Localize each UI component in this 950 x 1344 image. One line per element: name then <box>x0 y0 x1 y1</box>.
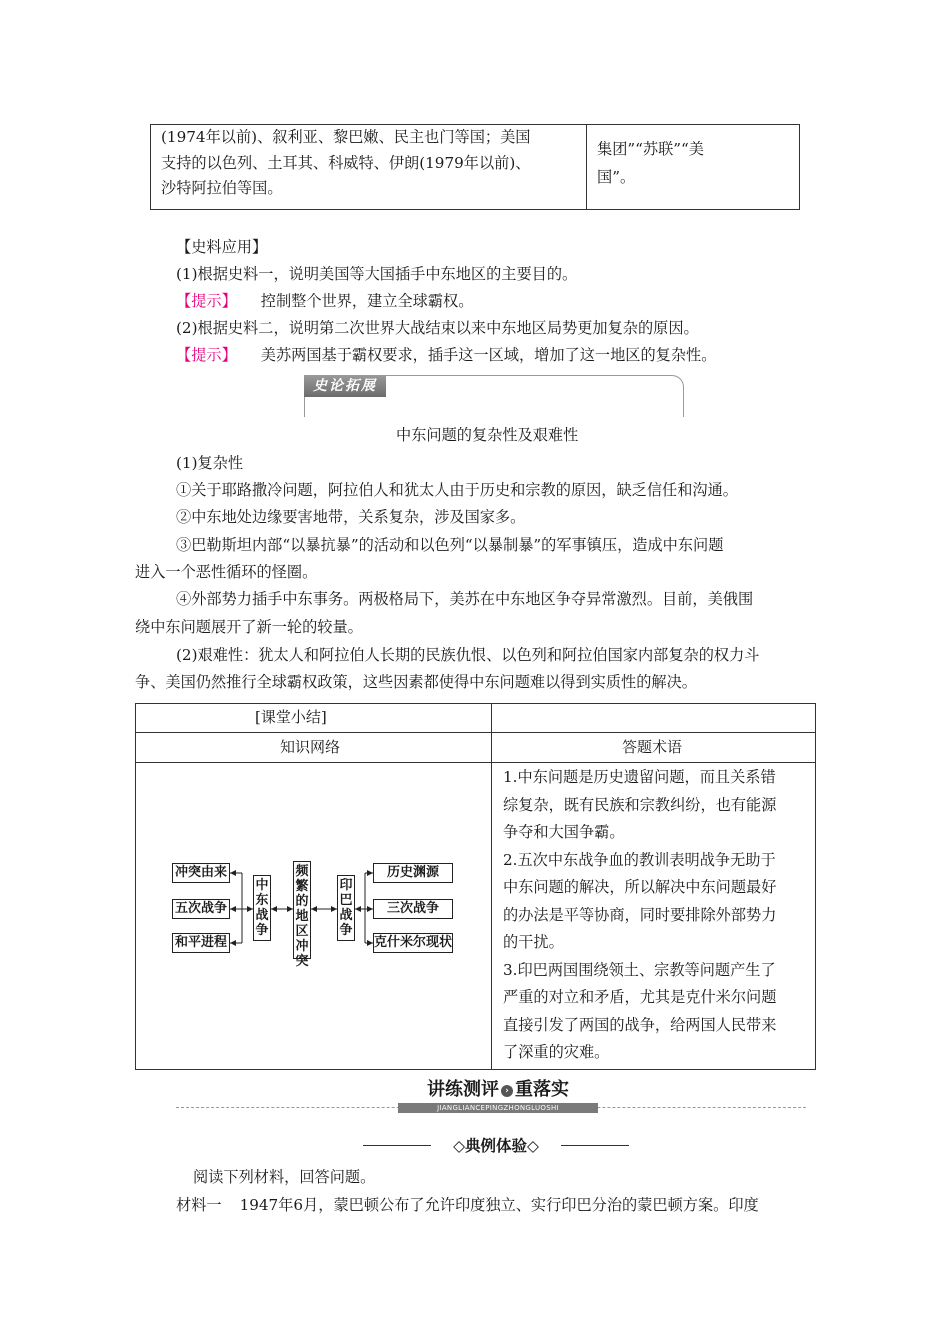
table-border <box>815 703 816 1070</box>
answer-2 <box>176 345 716 365</box>
answer-2-text: 美苏两国基于霸权要求，插手这一区域，增加了这一地区的复杂性。 <box>260 346 717 364</box>
banner-corner <box>672 375 684 417</box>
material-one <box>176 1195 759 1215</box>
answer-line: 中东问题的解决，所以解决中东问题最好 <box>503 878 777 896</box>
complexity-item-cont: 绕中东问题展开了新一轮的较量。 <box>135 618 363 636</box>
table-right-line: 集团”“苏联”“美 <box>597 140 704 158</box>
table-left-line: 沙特阿拉伯等国。 <box>161 179 283 197</box>
header-rule-right <box>561 1145 629 1146</box>
complexity-item-cont: 进入一个恶性循环的怪圈。 <box>135 563 318 581</box>
complexity-item: ③巴勒斯坦内部“以暴抗暴”的活动和以色列“以暴制暴”的军事镇压，造成中东问题 <box>176 536 724 554</box>
table-border <box>491 703 492 1070</box>
difficulty-paragraph <box>176 645 759 665</box>
table-right-line: 国”。 <box>597 168 636 186</box>
summary-title: [课堂小结] <box>255 708 327 726</box>
practice-section-header <box>176 1077 806 1113</box>
node-conflict-origin: 冲突由来 <box>172 863 230 883</box>
node-peace-process: 和平进程 <box>172 933 230 953</box>
answer-line: 3.印巴两国围绕领土、宗教等问题产生了 <box>503 960 776 979</box>
node-five-wars: 五次战争 <box>172 899 230 919</box>
complexity-item: ④外部势力插手中东事务。两极格局下，美苏在中东地区争夺异常激烈。目前，美俄围 <box>176 590 754 608</box>
practice-title <box>398 1077 598 1103</box>
column-header-network: 知识网络 <box>280 738 341 756</box>
table-border <box>135 703 136 1070</box>
extension-title: 中东问题的复杂性及艰难性 <box>396 426 579 444</box>
practice-title-left: 讲练测评 <box>427 1079 499 1100</box>
material-label: 材料一 <box>176 1196 222 1214</box>
banner-left-line <box>304 397 305 417</box>
complexity-item: ①关于耶路撒冷问题，阿拉伯人和犹太人由于历史和宗教的原因，缺乏信任和沟通。 <box>176 481 738 499</box>
practice-title-right: 重落实 <box>515 1079 569 1100</box>
table-left-line: 支持的以色列、土耳其、科威特、伊朗(1979年以前)、 <box>161 154 531 172</box>
question-1: (1)根据史料一，说明美国等大国插手中东地区的主要目的。 <box>176 265 578 283</box>
question-2: (2)根据史料二，说明第二次世界大战结束以来中东地区局势更加复杂的原因。 <box>176 319 699 337</box>
answer-line: 争夺和大国争霸。 <box>503 823 625 841</box>
application-heading: 【史料应用】 <box>176 238 268 256</box>
answer-line: 的干扰。 <box>503 933 564 951</box>
extension-banner <box>304 375 684 417</box>
answer-terms <box>503 763 813 1068</box>
difficulty-prefix: (2) <box>176 646 198 664</box>
answer-line: 综复杂，既有民族和宗教纠纷，也有能源 <box>503 795 777 814</box>
complexity-heading: (1)复杂性 <box>176 454 244 472</box>
node-kashmir-status: 克什米尔现状 <box>373 933 453 953</box>
banner-line <box>386 375 672 376</box>
table-left-line: (1974年以前)、叙利亚、黎巴嫩、民主也门等国；美国 <box>161 128 531 146</box>
example-section-header <box>363 1135 629 1157</box>
banner-tag: 史论拓展 <box>304 375 386 397</box>
answer-1-text: 控制整个世界，建立全球霸权。 <box>260 292 474 310</box>
answer-line: 了深重的灾难。 <box>503 1043 610 1061</box>
answer-1 <box>176 291 473 311</box>
answer-line: 的办法是平等协商，同时要排除外部势力 <box>503 905 777 924</box>
complexity-item: ②中东地处边缘要害地带，关系复杂，涉及国家多。 <box>176 508 526 526</box>
node-historical-roots: 历史渊源 <box>373 863 453 883</box>
difficulty-text: 艰难性：犹太人和阿拉伯人长期的民族仇恨、以色列和阿拉伯国家内部复杂的权力斗 <box>197 646 760 664</box>
practice-pinyin: JIANGLIANCEPINGZHONGLUOSHI <box>398 1103 598 1113</box>
knowledge-network <box>170 861 460 969</box>
difficulty-cont: 争、美国仍然推行全球霸权政策，这些因素都使得中东问题难以得到实质性的解决。 <box>135 673 697 691</box>
answer-line: 直接引发了两国的战争，给两国人民带来 <box>503 1015 777 1034</box>
table-divider <box>586 125 587 209</box>
hint-label: 【提示】 <box>176 292 237 310</box>
example-title: ◇典例体验◇ <box>453 1137 539 1155</box>
header-rule-left <box>363 1145 431 1146</box>
material-text: 1947年6月，蒙巴顿公布了允许印度独立、实行印巴分治的蒙巴顿方案。印度 <box>239 1196 759 1214</box>
answer-line: 2.五次中东战争血的教训表明战争无助于 <box>503 850 776 869</box>
chevron-right-icon: › <box>501 1085 513 1097</box>
node-india-pakistan-war: 印巴战争 <box>337 875 355 941</box>
node-three-wars: 三次战争 <box>373 899 453 919</box>
continuation-table <box>150 124 800 210</box>
column-header-terms: 答题术语 <box>622 738 683 756</box>
table-border <box>135 732 816 733</box>
node-middle-east-war: 中东战争 <box>253 875 271 941</box>
instruction: 阅读下列材料，回答问题。 <box>193 1168 376 1186</box>
answer-line: 严重的对立和矛盾，尤其是克什米尔问题 <box>503 988 777 1006</box>
table-border <box>135 703 816 704</box>
table-border <box>135 1069 816 1070</box>
node-regional-conflict: 频繁的地区冲突 <box>293 861 311 959</box>
answer-line: 1.中东问题是历史遗留问题，而且关系错 <box>503 768 776 786</box>
hint-label: 【提示】 <box>176 346 237 364</box>
